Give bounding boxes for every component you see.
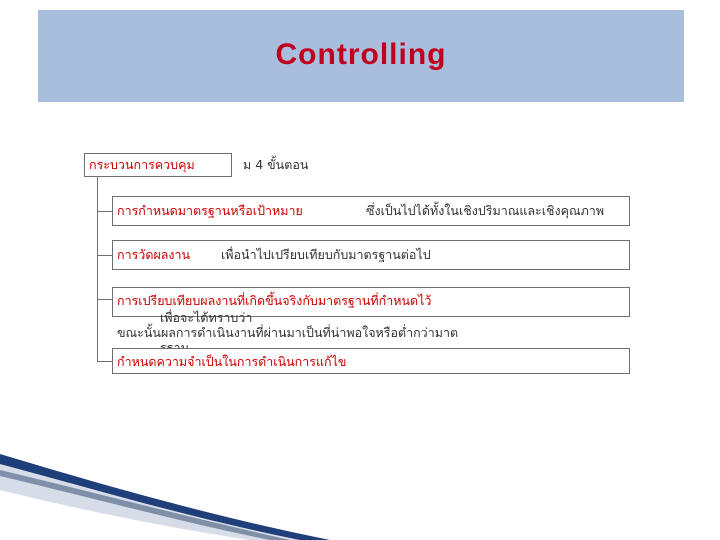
step-4-label: กำหนดความจำเป็นในการดำเนินการแก้ไข <box>117 354 347 369</box>
tree-connector <box>97 177 98 362</box>
slide-title: Controlling <box>275 38 447 71</box>
root-label: กระบวนการควบคุม <box>89 157 195 172</box>
root-suffix: ม 4 ขั้นตอน <box>243 157 309 172</box>
root-box <box>84 153 232 177</box>
tree-branch <box>97 299 112 300</box>
decorative-swoosh <box>0 440 720 540</box>
step-2-label: การวัดผลงาน <box>117 247 191 262</box>
step-3-desc-2: ขณะนั้นผลการดำเนินงานที่ผ่านมาเป็นที่น่าพอใจหรือต่ำกว่ามาต <box>117 325 459 340</box>
step-1-label: การกำหนดมาตรฐานหรือเป้าหมาย <box>117 203 303 218</box>
step-3-desc-1: เพื่อจะได้ทราบว่า <box>160 310 253 325</box>
tree-branch <box>97 361 112 362</box>
step-1-desc: ซึ่งเป็นไปได้ทั้งในเชิงปริมาณและเชิงคุณภาพ <box>366 203 605 218</box>
tree-branch <box>97 255 112 256</box>
title-banner <box>38 10 684 102</box>
tree-branch <box>97 211 112 212</box>
step-3-label: การเปรียบเทียบผลงานที่เกิดขึ้นจริงกับมาตรฐานที่กำหนดไว้ <box>117 293 432 308</box>
step-2-desc: เพื่อนำไปเปรียบเทียบกับมาตรฐานต่อไป <box>221 247 431 262</box>
